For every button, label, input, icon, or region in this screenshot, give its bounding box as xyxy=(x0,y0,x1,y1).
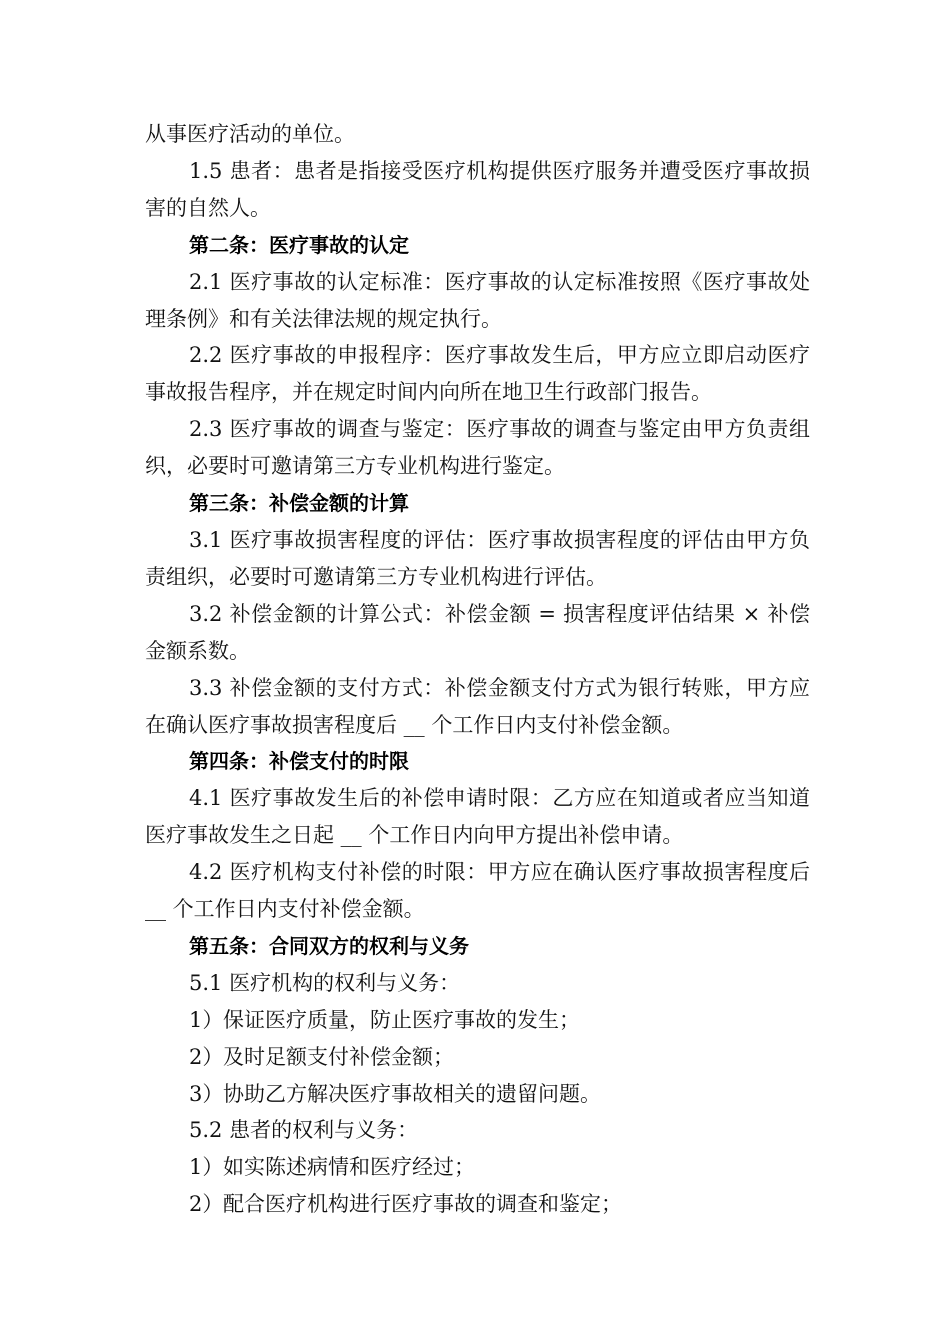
list-item-number: 2） xyxy=(189,1192,224,1217)
list-item-text: 如实陈述病情和医疗经过； xyxy=(223,1155,475,1180)
list-item-number: 3） xyxy=(189,1081,224,1106)
list-item xyxy=(145,1002,810,1039)
clause-3-1: 3.1 医疗事故损害程度的评估：医疗事故损害程度的评估由甲方负责组织，必要时可邀请第三方专业机构进行评估。 xyxy=(145,527,810,589)
list-item xyxy=(145,1186,810,1223)
list-item-number: 1） xyxy=(189,1007,224,1032)
clause-3-2: 3.2 补偿金额的计算公式：补偿金额 = 损害程度评估结果 × 补偿金额系数。 xyxy=(145,601,810,663)
paragraph-continuation: 从事医疗活动的单位。 xyxy=(145,122,355,146)
clause-3-3: 3.3 补偿金额的支付方式：补偿金额支付方式为银行转账，甲方应在确认医疗事故损害程度后 __ 个工作日内支付补偿金额。 xyxy=(145,675,810,737)
clause-5-2: 5.2 患者的权利与义务： xyxy=(189,1118,419,1143)
article-2-heading: 第二条：医疗事故的认定 xyxy=(189,232,409,257)
list-item-number: 2） xyxy=(189,1044,224,1069)
clause-2-3: 2.3 医疗事故的调查与鉴定：医疗事故的调查与鉴定由甲方负责组织，必要时可邀请第三方专业机构进行鉴定。 xyxy=(145,417,810,479)
clause-2-1: 2.1 医疗事故的认定标准：医疗事故的认定标准按照《医疗事故处理条例》和有关法律法规的规定执行。 xyxy=(145,269,810,331)
article-3-heading: 第三条：补偿金额的计算 xyxy=(189,491,409,516)
list-item xyxy=(145,1149,810,1186)
clause-1-5: 1.5 患者：患者是指接受医疗机构提供医疗服务并遭受医疗事故损害的自然人。 xyxy=(145,158,810,220)
list-item-text: 保证医疗质量，防止医疗事故的发生； xyxy=(223,1007,580,1032)
clause-4-2: 4.2 医疗机构支付补偿的时限：甲方应在确认医疗事故损害程度后 __ 个工作日内支付补偿金额。 xyxy=(145,860,810,922)
article-5-heading: 第五条：合同双方的权利与义务 xyxy=(189,933,469,958)
list-item-text: 配合医疗机构进行医疗事故的调查和鉴定； xyxy=(223,1192,622,1217)
clause-5-1: 5.1 医疗机构的权利与义务： xyxy=(189,970,461,995)
clause-4-1: 4.1 医疗事故发生后的补偿申请时限：乙方应在知道或者应当知道医疗事故发生之日起 __ 个工作日内向甲方提出补偿申请。 xyxy=(145,786,810,848)
list-item xyxy=(145,1039,810,1076)
clause-2-2: 2.2 医疗事故的申报程序：医疗事故发生后，甲方应立即启动医疗事故报告程序，并在规定时间内向所在地卫生行政部门报告。 xyxy=(145,343,810,405)
list-item xyxy=(145,1076,810,1113)
list-item-text: 及时足额支付补偿金额； xyxy=(223,1044,454,1069)
list-item-number: 1） xyxy=(189,1155,224,1180)
article-4-heading: 第四条：补偿支付的时限 xyxy=(189,749,409,774)
list-item-text: 协助乙方解决医疗事故相关的遗留问题。 xyxy=(223,1081,601,1106)
document-body xyxy=(145,116,810,1223)
